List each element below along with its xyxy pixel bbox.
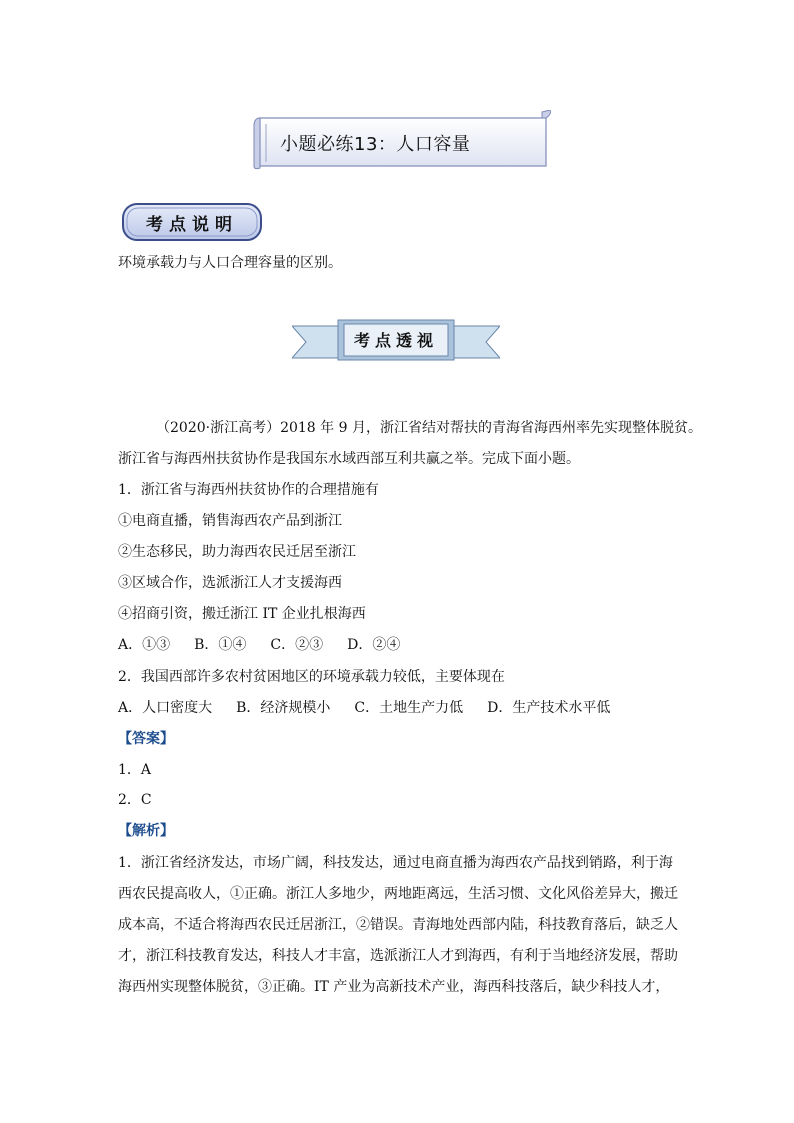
ribbon-label: 考点透视 bbox=[353, 331, 438, 350]
answer-label: 【答案】 bbox=[118, 731, 174, 747]
question-2-stem: 2．我国西部许多农村贫困地区的环境承载力较低，主要体现在 bbox=[118, 669, 505, 685]
option-b: B．①④ bbox=[194, 637, 247, 653]
option-c: C．②③ bbox=[270, 637, 324, 653]
question-2-options bbox=[118, 698, 634, 718]
question-1-item: ④招商引资，搬迁浙江 IT 企业扎根海西 bbox=[118, 606, 366, 622]
question-1-item: ②生态移民，助力海西农民迁居至浙江 bbox=[118, 544, 356, 560]
question-1-options bbox=[118, 635, 424, 655]
question-intro-line-1: （2020·浙江高考）2018 年 9 月，浙江省结对帮扶的青海省海西州率先实现整体脱贫。 bbox=[156, 420, 702, 436]
section-badge bbox=[121, 202, 263, 242]
analysis-line: 才，浙江科技教育发达，科技人才丰富，选派浙江人才到海西，有利于当地经济发展，帮助 bbox=[118, 948, 678, 964]
answer-item: 1．A bbox=[118, 762, 152, 778]
question-1-item: ①电商直播，销售海西农产品到浙江 bbox=[118, 513, 342, 529]
analysis-line: 1．浙江省经济发达，市场广阔，科技发达，通过电商直播为海西农产品找到销路，利于海 bbox=[118, 855, 673, 871]
ribbon-banner bbox=[292, 318, 500, 364]
option-d: D．②④ bbox=[347, 637, 401, 653]
option-d: D．生产技术水平低 bbox=[487, 700, 611, 716]
page-title: 小题必练13：人口容量 bbox=[280, 134, 471, 155]
question-intro-line-2: 浙江省与海西州扶贫协作是我国东水域西部互利共赢之举。完成下面小题。 bbox=[118, 451, 580, 467]
analysis-line: 西农民提高收人，①正确。浙江人多地少，两地距离远，生活习惯、文化风俗差异大，搬迁 bbox=[118, 886, 678, 902]
option-a: A．人口密度大 bbox=[118, 700, 213, 716]
question-1-stem: 1．浙江省与海西州扶贫协作的合理措施有 bbox=[118, 482, 379, 498]
answer-item: 2．C bbox=[118, 792, 152, 808]
question-1-item: ③区域合作，选派浙江人才支援海西 bbox=[118, 575, 342, 591]
option-b: B．经济规模小 bbox=[236, 700, 331, 716]
title-banner bbox=[252, 110, 552, 170]
badge-label: 考点说明 bbox=[146, 215, 238, 235]
option-c: C．土地生产力低 bbox=[354, 700, 464, 716]
analysis-line: 海西州实现整体脱贫，③正确。IT 产业为高新技术产业，海西科技落后，缺少科技人才， bbox=[118, 979, 670, 995]
section-description: 环境承载力与人口合理容量的区别。 bbox=[118, 255, 342, 271]
analysis-line: 成本高，不适合将海西农民迁居浙江，②错误。青海地处西部内陆，科技教育落后，缺乏人 bbox=[118, 917, 678, 933]
analysis-label: 【解析】 bbox=[118, 823, 174, 839]
option-a: A．①③ bbox=[118, 637, 171, 653]
